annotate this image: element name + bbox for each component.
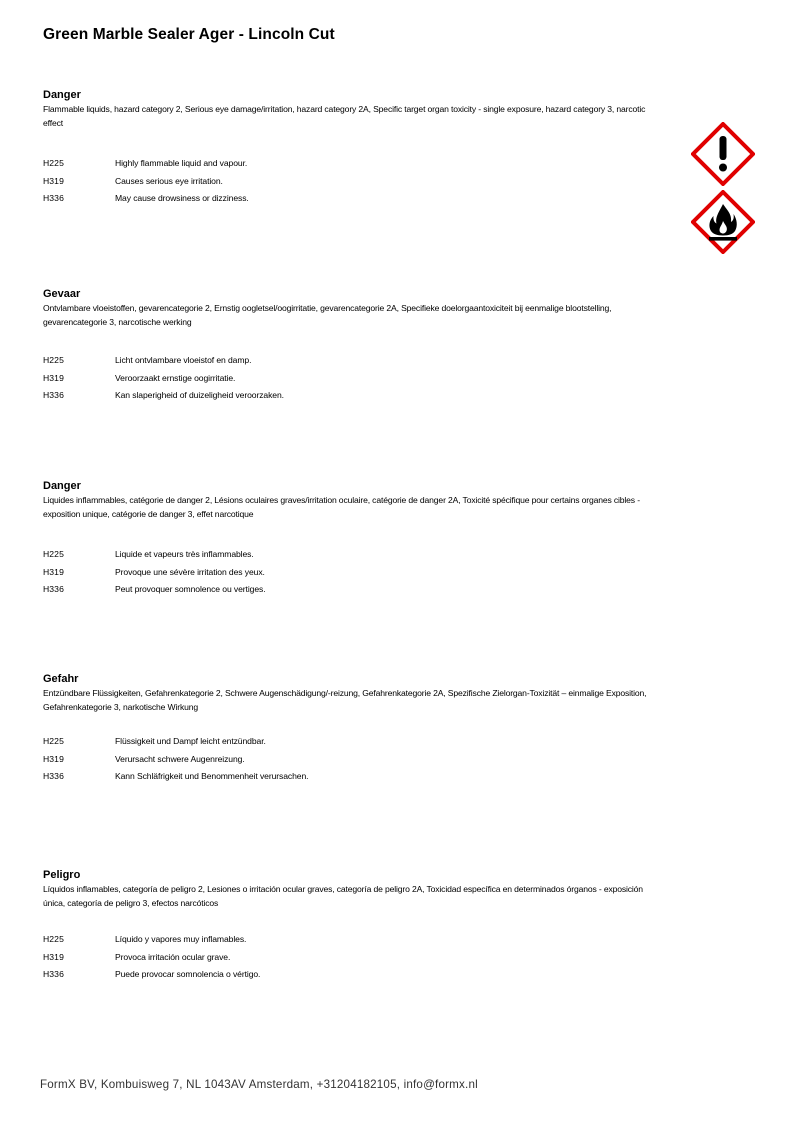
hazard-code: H336 (43, 771, 64, 781)
hazard-statement-list (43, 933, 663, 986)
hazard-code: H225 (43, 355, 64, 365)
hazard-classification: Flammable liquids, hazard category 2, Serious eye damage/irritation, hazard category 2A, Specific target organ toxicity - single exposure, hazard category 3, narcotic effect (43, 104, 646, 128)
document-title: Green Marble Sealer Ager - Lincoln Cut (43, 26, 335, 43)
hazard-classification: Ontvlambare vloeistoffen, gevarencategorie 2, Ernstig oogletsel/oogirritatie, gevarencategorie 2A, Specifieke doelorgaantoxiciteit bij eenmalige blootstelling, gevarencategorie 3, narcotische werking (43, 303, 612, 327)
signal-word: Danger (43, 480, 81, 492)
hazard-code: H225 (43, 549, 64, 559)
hazard-text: Provoque une sévère irritation des yeux. (115, 566, 265, 577)
signal-word: Gefahr (43, 673, 79, 685)
hazard-code: H225 (43, 934, 64, 944)
hazard-code: H319 (43, 753, 64, 764)
hazard-statement (43, 770, 663, 788)
hazard-code: H319 (43, 951, 64, 962)
hazard-statement (43, 735, 663, 753)
hazard-code: H336 (43, 584, 64, 594)
hazard-text: Highly flammable liquid and vapour. (115, 158, 248, 168)
hazard-section-en (43, 89, 663, 203)
hazard-statement (43, 192, 663, 210)
hazard-section-de (43, 673, 663, 781)
hazard-statement-list (43, 735, 663, 788)
hazard-statement-list (43, 354, 663, 407)
hazard-text: Flüssigkeit und Dampf leicht entzündbar. (115, 736, 266, 746)
hazard-statement-list (43, 157, 663, 210)
hazard-text: Licht ontvlambare vloeistof en damp. (115, 355, 252, 365)
hazard-text: Peut provoquer somnolence ou vertiges. (115, 584, 266, 594)
hazard-text: Veroorzaakt ernstige oogirritatie. (115, 372, 236, 383)
footer-contact: FormX BV, Kombuisweg 7, NL 1043AV Amsterdam, +31204182105, info@formx.nl (40, 1078, 478, 1091)
flame-icon (691, 190, 755, 254)
hazard-statement (43, 548, 663, 566)
hazard-text: May cause drowsiness or dizziness. (115, 193, 249, 203)
exclamation-mark-icon (691, 122, 755, 186)
hazard-statement (43, 951, 663, 969)
signal-word: Gevaar (43, 288, 81, 300)
hazard-classification: Liquides inflammables, catégorie de danger 2, Lésions oculaires graves/irritation oculaire, catégorie de danger 2A, Toxicité spécifique pour certains organes cibles - exposition unique, catégorie de danger 3, effet narcotique (43, 495, 640, 519)
hazard-statement (43, 583, 663, 601)
hazard-text: Provoca irritación ocular grave. (115, 951, 231, 962)
hazard-text: Liquide et vapeurs très inflammables. (115, 549, 254, 559)
hazard-statement (43, 968, 663, 986)
signal-word: Peligro (43, 869, 81, 881)
hazard-text: Puede provocar somnolencia o vértigo. (115, 969, 261, 979)
hazard-classification: Líquidos inflamables, categoría de peligro 2, Lesiones o irritación ocular graves, categoría de peligro 2A, Toxicidad específica en determinados órganos - exposición única, categoría de peligro 3, efectos narcóticos (43, 884, 643, 908)
hazard-code: H336 (43, 390, 64, 400)
signal-word: Danger (43, 89, 81, 101)
hazard-classification: Entzündbare Flüssigkeiten, Gefahrenkategorie 2, Schwere Augenschädigung/-reizung, Gefahrenkategorie 2A, Spezifische Zielorgan-Toxizität – einmalige Exposition, Gefahrenkategorie 3, narkotische Wirkung (43, 688, 647, 712)
hazard-code: H336 (43, 193, 64, 203)
hazard-statement (43, 389, 663, 407)
hazard-section-nl (43, 288, 663, 400)
hazard-statement (43, 753, 663, 771)
hazard-code: H319 (43, 566, 64, 577)
hazard-statement (43, 175, 663, 193)
hazard-text: Kann Schläfrigkeit und Benommenheit verursachen. (115, 771, 309, 781)
hazard-section-fr (43, 480, 663, 594)
hazard-text: Verursacht schwere Augenreizung. (115, 753, 245, 764)
hazard-code: H225 (43, 158, 64, 168)
hazard-code: H225 (43, 736, 64, 746)
hazard-code: H319 (43, 372, 64, 383)
hazard-statement (43, 354, 663, 372)
hazard-text: Kan slaperigheid of duizeligheid veroorzaken. (115, 390, 284, 400)
hazard-text: Causes serious eye irritation. (115, 175, 223, 186)
hazard-code: H319 (43, 175, 64, 186)
hazard-text: Líquido y vapores muy inflamables. (115, 934, 247, 944)
hazard-statement (43, 933, 663, 951)
hazard-statement (43, 157, 663, 175)
hazard-statement (43, 566, 663, 584)
hazard-code: H336 (43, 969, 64, 979)
hazard-statement (43, 372, 663, 390)
hazard-statement-list (43, 548, 663, 601)
hazard-section-es (43, 869, 663, 979)
